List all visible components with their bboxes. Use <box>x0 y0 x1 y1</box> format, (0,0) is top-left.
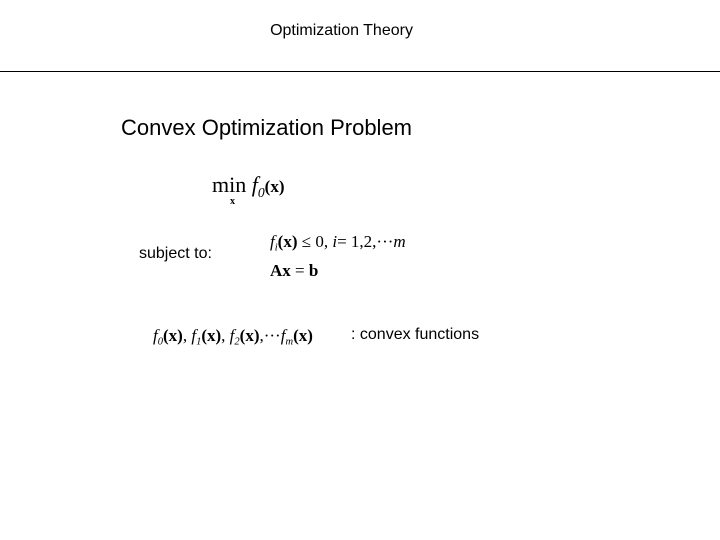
min-operator: min <box>212 172 247 197</box>
function-term: $f_m(x)$ <box>280 326 313 348</box>
equality-constraint <box>270 261 318 281</box>
eq-lhs: Ax <box>270 261 291 280</box>
objective-index: 0 <box>257 184 265 200</box>
ineq-func: f <box>270 232 275 251</box>
ineq-iter-var: i <box>332 232 338 251</box>
objective-func: f <box>251 172 258 197</box>
functions-list <box>153 326 313 348</box>
ineq-arg: (x) <box>277 232 298 251</box>
eq-rhs: b <box>308 261 319 280</box>
ineq-relation: ≤ 0, <box>301 232 329 251</box>
ineq-range: = 1,2,··· <box>337 232 394 251</box>
subject-to-label: subject to: <box>139 245 212 262</box>
functions-description: : convex functions <box>351 326 480 343</box>
function-term: $f_1(x)$, <box>191 326 230 348</box>
eq-relation: = <box>290 261 309 280</box>
objective-expression <box>212 172 285 201</box>
header-divider <box>0 71 720 72</box>
function-term: $f_2(x),\cdot\cdot\cdot$ <box>229 326 281 348</box>
min-variable: x <box>230 196 235 207</box>
ineq-upper: m <box>393 232 406 251</box>
function-term: $f_0(x)$, <box>153 326 192 348</box>
page-header-title: Optimization Theory <box>270 22 413 39</box>
section-title: Convex Optimization Problem <box>121 115 413 140</box>
ineq-index: i <box>274 242 278 254</box>
inequality-constraint <box>270 232 406 254</box>
objective-arg: (x) <box>264 177 285 196</box>
